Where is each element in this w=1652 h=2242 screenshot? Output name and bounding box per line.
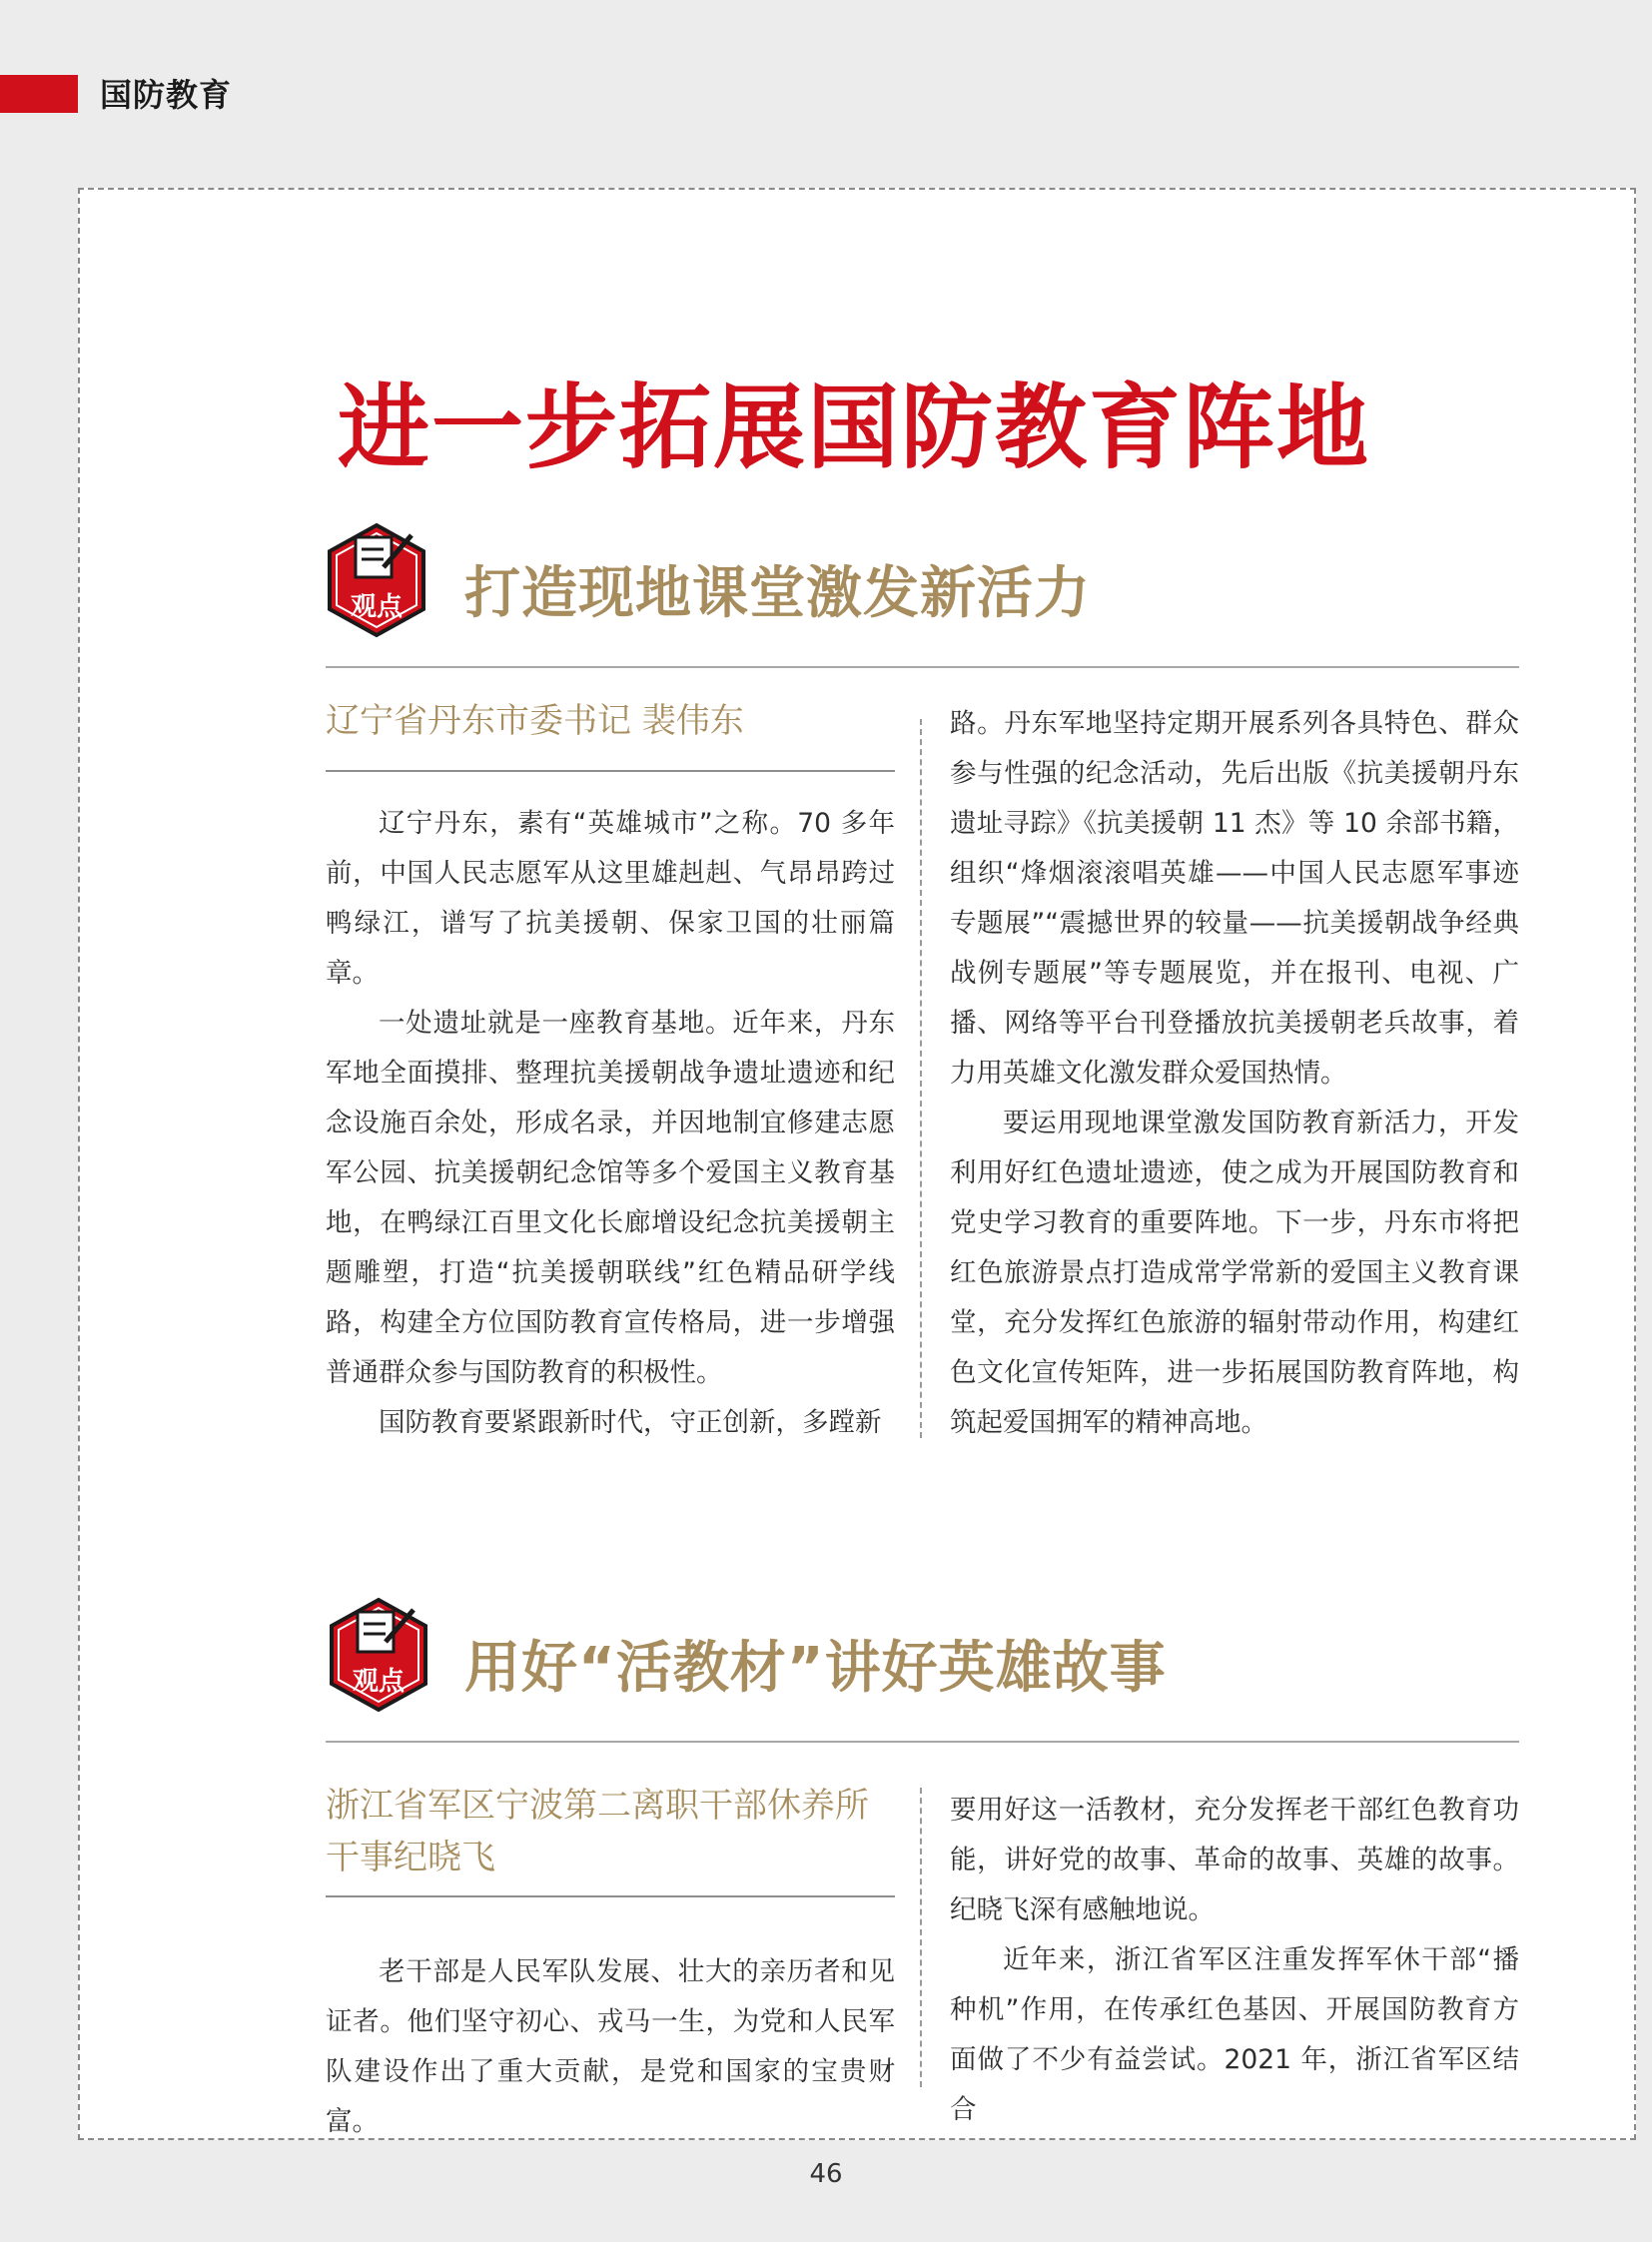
section-2-title: 用好“活教材”讲好英雄故事	[464, 1636, 1167, 1701]
section-1-rule	[326, 666, 1519, 668]
section-1-title: 打造现地课堂激发新活力	[464, 561, 1091, 626]
paragraph: 要运用现地课堂激发国防教育新活力，开发利用好红色遗址遗迹，使之成为开展国防教育和党史学习教育的重要阵地。下一步，丹东市将把红色旅游景点打造成常学常新的爱国主义教育课堂，充分发挥红色旅游的辐射带动作用，构建红色文化宣传矩阵，进一步拓展国防教育阵地，构筑起爱国拥军的精神高地。	[950, 1108, 1519, 1438]
section-1-left-column	[326, 799, 895, 1448]
column-divider	[920, 1788, 922, 2087]
page-number: 46	[809, 2159, 843, 2189]
viewpoint-badge-icon	[322, 521, 431, 639]
header-accent-bar	[0, 75, 78, 113]
paragraph: 近年来，浙江省军区注重发挥军休干部“播种机”作用，在传承红色基因、开展国防教育方面做了不少有益尝试。2021 年，浙江省军区结合	[950, 1944, 1519, 2125]
paragraph: 路。丹东军地坚持定期开展系列各具特色、群众参与性强的纪念活动，先后出版《抗美援朝丹东遗址寻踪》《抗美援朝 11 杰》等 10 余部书籍，组织“烽烟滚滚唱英雄——中国人民志愿军事迹专题展”“震撼世界的较量——抗美援朝战争经典战例专题展”等专题展览，并在报刊、电视、广播、网络等平台刊登播放抗美援朝老兵故事，着力用英雄文化激发群众爱国热情。	[950, 708, 1519, 1089]
viewpoint-badge-icon	[324, 1596, 433, 1714]
paragraph: 国防教育要紧跟新时代，守正创新，多蹚新	[379, 1407, 882, 1438]
section-1-author: 辽宁省丹东市委书记 裴伟东	[326, 701, 744, 741]
paragraph: 要用好这一活教材，充分发挥老干部红色教育功能，讲好党的故事、革命的故事、英雄的故事。纪晓飞深有感触地说。	[950, 1795, 1519, 1925]
section-2-author-rule	[326, 1895, 895, 1897]
section-2-left-column	[326, 1947, 895, 2147]
section-2-author: 浙江省军区宁波第二离职干部休养所干事纪晓飞	[326, 1786, 869, 1877]
section-2-rule	[326, 1741, 1519, 1743]
paragraph: 老干部是人民军队发展、壮大的亲历者和见证者。他们坚守初心、戎马一生，为党和人民军队建设作出了重大贡献，是党和国家的宝贵财富。	[326, 1956, 895, 2137]
section-2-right-column	[950, 1786, 1519, 2135]
section-1-right-column	[950, 699, 1519, 1448]
section-label: 国防教育	[100, 76, 233, 114]
section-1-author-rule	[326, 770, 895, 772]
badge-label: 观点	[350, 592, 404, 622]
column-divider	[920, 719, 922, 1438]
paragraph: 一处遗址就是一座教育基地。近年来，丹东军地全面摸排、整理抗美援朝战争遗址遗迹和纪念设施百余处，形成名录，并因地制宜修建志愿军公园、抗美援朝纪念馆等多个爱国主义教育基地，在鸭绿江百里文化长廊增设纪念抗美援朝主题雕塑，打造“抗美援朝联线”红色精品研学线路，构建全方位国防教育宣传格局，进一步增强普通群众参与国防教育的积极性。	[326, 1008, 895, 1388]
badge-label: 观点	[352, 1667, 406, 1697]
article-title: 进一步拓展国防教育阵地	[338, 374, 1371, 481]
paragraph: 辽宁丹东，素有“英雄城市”之称。70 多年前，中国人民志愿军从这里雄赳赳、气昂昂跨过鸭绿江，谱写了抗美援朝、保家卫国的壮丽篇章。	[326, 808, 895, 989]
